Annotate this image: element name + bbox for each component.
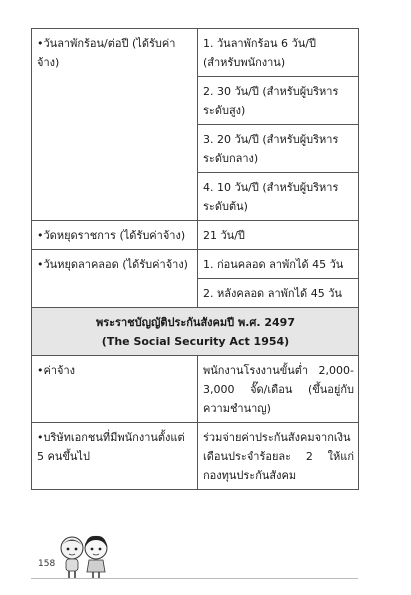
table-row — [32, 356, 359, 423]
row-value: 4. 10 วัน/ปี (สำหรับผู้บริหารระดับต้น) — [198, 173, 359, 221]
section-title: พระราชบัญญัติประกันสังคมปี พ.ศ. 2497 — [95, 316, 295, 329]
footer-divider — [31, 578, 358, 579]
table-row — [32, 221, 359, 250]
row-value: 3. 20 วัน/ปี (สำหรับผู้บริหารระดับกลาง) — [198, 125, 359, 173]
row-value: 1. ก่อนคลอด ลาพักได้ 45 วัน — [198, 250, 359, 279]
page-number: 158 — [38, 559, 56, 569]
mascot-illustration — [58, 534, 110, 580]
row-value: 2. หลังคลอด ลาพักได้ 45 วัน — [198, 279, 359, 308]
row-label: • บริษัทเอกชนที่มีพนักงานตั้งแต่ 5 คนขึ้นไป — [32, 423, 198, 490]
row-label: • ค่าจ้าง — [32, 356, 198, 423]
table-row — [32, 29, 359, 77]
row-value: 21 วัน/ปี — [198, 221, 359, 250]
table-row — [32, 250, 359, 279]
row-value: 2. 30 วัน/ปี (สำหรับผู้บริหารระดับสูง) — [198, 77, 359, 125]
row-label: • วัดหยุดราชการ (ได้รับค่าจ้าง) — [32, 221, 198, 250]
row-value: 1. วันลาพักร้อน 6 วัน/ปี (สำหรับพนักงาน) — [198, 29, 359, 77]
row-value: ร่วมจ่ายค่าประกันสังคมจากเงินเดือนประจำร้อยละ 2 ให้แก่กองทุนประกันสังคม — [198, 423, 359, 490]
table-row — [32, 423, 359, 490]
row-label: • วันลาพักร้อน/ต่อปี (ได้รับค่าจ้าง) — [32, 29, 198, 221]
benefits-table — [31, 28, 359, 490]
section-subtitle: (The Social Security Act 1954) — [101, 335, 290, 348]
row-label: • วันหยุดลาคลอด (ได้รับค่าจ้าง) — [32, 250, 198, 308]
section-header — [32, 308, 359, 356]
section-header-row — [32, 308, 359, 356]
row-value: พนักงานโรงงานขั้นต่ำ 2,000-3,000 จั๊ด/เดือน (ขึ้นอยู่กับความชำนาญ) — [198, 356, 359, 423]
